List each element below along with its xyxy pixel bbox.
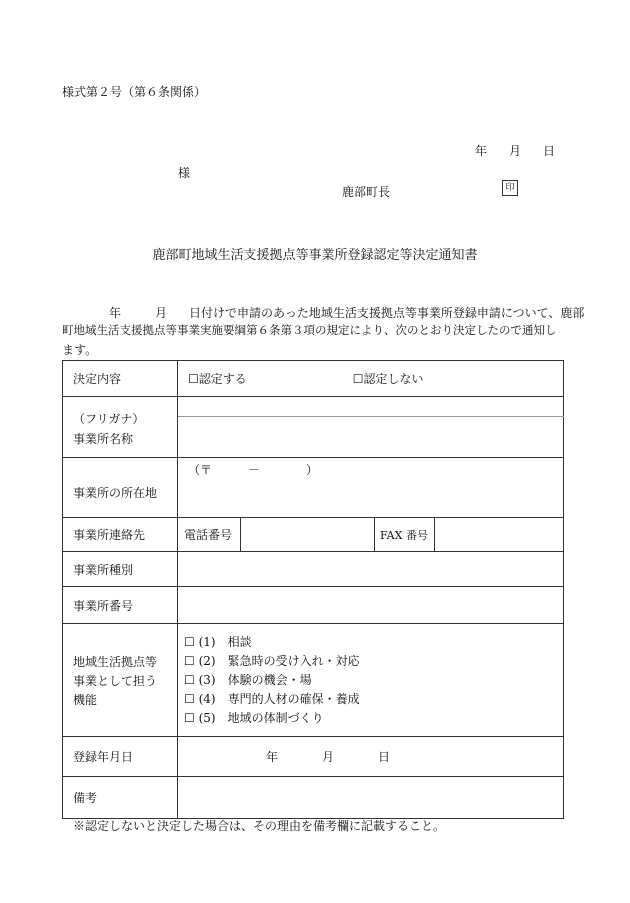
function-number: (3) (198, 672, 216, 687)
postal-prefix: （〒 (188, 463, 213, 477)
function-item[interactable] (184, 709, 563, 728)
office-name-field[interactable] (178, 417, 564, 458)
address-row (63, 458, 564, 518)
office-number-label: 事業所番号 (63, 587, 178, 624)
body-year: 年 (109, 306, 122, 320)
body-month: 月 (155, 306, 168, 320)
functions-label-line-2: 事業として担う (73, 673, 158, 688)
function-number: (1) (198, 634, 216, 649)
functions-label-line-3: 機能 (73, 692, 98, 707)
furigana-row (63, 397, 564, 417)
reg-day: 日 (378, 750, 391, 764)
decision-options (178, 361, 564, 397)
body-line-3: ます。 (62, 343, 98, 357)
form-number: 様式第２号（第６条関係） (62, 85, 207, 99)
registration-date-field[interactable] (178, 737, 564, 777)
office-name-label: 事業所名称 (73, 432, 134, 446)
body-line-2: 町地域生活支援拠点等事業実施要綱第６条第３項の規定により、次のとおり決定したので通知し (62, 323, 557, 337)
function-number: (4) (198, 691, 216, 706)
checkbox-icon[interactable]: ☐ (184, 710, 195, 725)
function-item[interactable] (184, 652, 563, 671)
function-text: 専門的人材の確保・養成 (227, 691, 360, 706)
office-type-label: 事業所種別 (63, 552, 178, 587)
checkbox-icon[interactable]: ☐ (184, 691, 195, 706)
postal-dash: － (248, 463, 261, 477)
office-type-field[interactable] (178, 552, 564, 587)
functions-list (178, 624, 564, 737)
remarks-label: 備考 (63, 777, 178, 819)
fax-label: FAX 番号 (375, 518, 435, 552)
function-item[interactable] (184, 690, 563, 709)
body-line-1 (109, 304, 584, 321)
issuer: 鹿部町長 (342, 185, 391, 199)
reg-year: 年 (266, 750, 279, 764)
name-label-cell (63, 397, 178, 458)
function-number: (2) (198, 653, 216, 668)
decision-row (63, 361, 564, 397)
remarks-row (63, 777, 564, 819)
registration-date-label: 登録年月日 (63, 737, 178, 777)
furigana-field[interactable] (178, 397, 564, 417)
reject-checkbox[interactable]: ☐認定しない (352, 372, 424, 386)
function-text: 体験の機会・場 (227, 672, 312, 687)
page-title: 鹿部町地域生活支援拠点等事業所登録認定等決定通知書 (152, 248, 478, 263)
registration-date-row (63, 737, 564, 777)
function-item[interactable] (184, 671, 563, 690)
checkbox-icon[interactable]: ☐ (184, 672, 195, 687)
body-line-1-rest: 日付けで申請のあった地域生活支援拠点等事業所登録申請について、鹿部 (189, 306, 585, 320)
decision-label: 決定内容 (63, 361, 178, 397)
checkbox-icon[interactable]: ☐ (184, 634, 195, 649)
remarks-field[interactable] (178, 777, 564, 819)
date-line (475, 142, 555, 159)
addressee-suffix: 様 (178, 166, 191, 180)
postal-close: ） (306, 463, 319, 477)
function-number: (5) (198, 710, 216, 725)
functions-label-line-1: 地域生活拠点等 (73, 654, 158, 669)
address-label: 事業所の所在地 (63, 458, 178, 518)
approve-checkbox[interactable]: ☐認定する (188, 372, 247, 386)
fax-field[interactable] (435, 518, 564, 552)
furigana-label: （フリガナ） (73, 412, 145, 426)
date-day: 日 (543, 144, 556, 158)
functions-row (63, 624, 564, 737)
decision-form-table (62, 360, 564, 819)
function-text: 地域の体制づくり (227, 710, 324, 725)
contact-row (63, 518, 564, 552)
office-number-field[interactable] (178, 587, 564, 624)
phone-field[interactable] (241, 518, 375, 552)
seal-mark: 印 (502, 180, 518, 196)
office-type-row (63, 552, 564, 587)
checkbox-icon[interactable]: ☐ (184, 653, 195, 668)
footnote: ※認定しないと決定した場合は、その理由を備考欄に記載すること。 (73, 819, 446, 833)
function-text: 緊急時の受け入れ・対応 (227, 653, 360, 668)
function-text: 相談 (227, 634, 252, 649)
phone-label: 電話番号 (178, 518, 241, 552)
address-field[interactable] (178, 458, 564, 518)
function-item[interactable] (184, 633, 563, 652)
reg-month: 月 (322, 750, 335, 764)
date-year: 年 (475, 144, 488, 158)
date-month: 月 (509, 144, 522, 158)
functions-label (63, 624, 178, 737)
contact-label: 事業所連絡先 (63, 518, 178, 552)
office-number-row (63, 587, 564, 624)
